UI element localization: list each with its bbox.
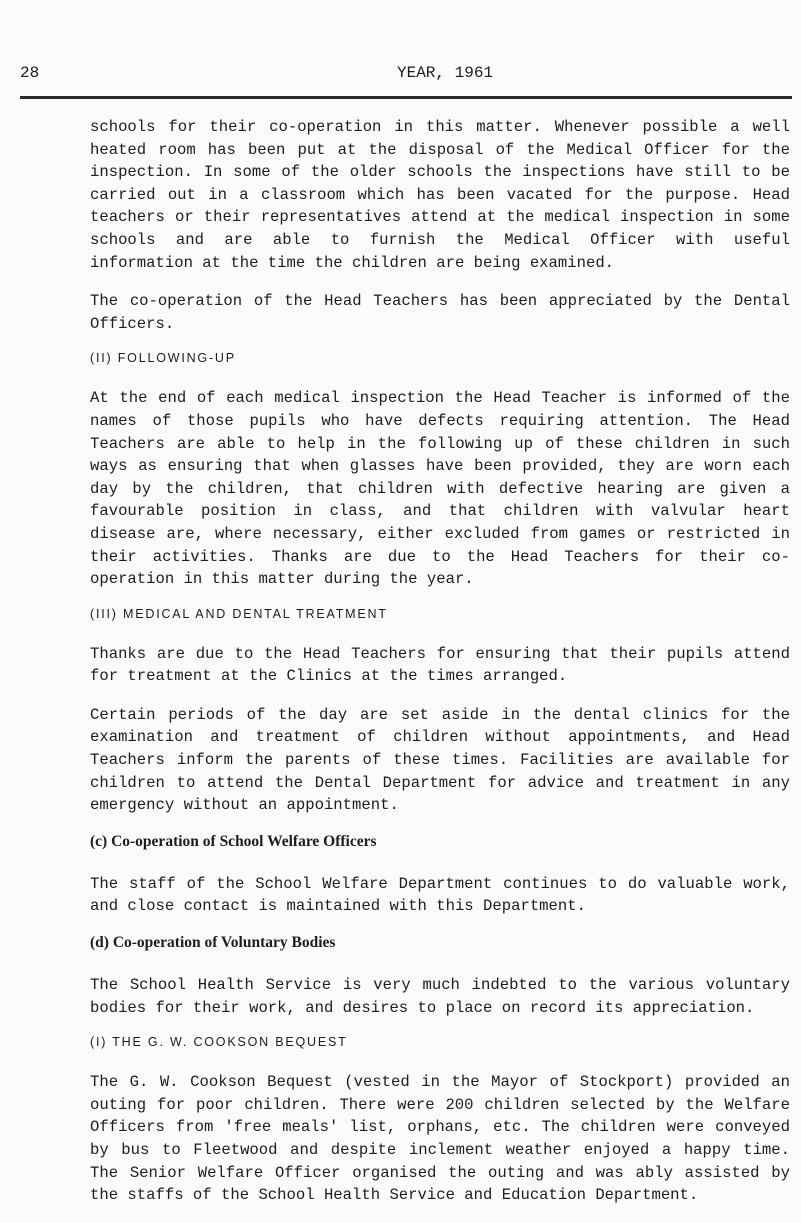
subheading-following-up: (II) FOLLOWING-UP (90, 351, 236, 366)
paragraph-school-welfare: The staff of the School Welfare Department continues to do valuable work, and close contact is maintained with this Department. (90, 874, 790, 916)
subheading-medical-dental-treatment: (III) MEDICAL AND DENTAL TREATMENT (90, 606, 388, 621)
running-title: YEAR, 1961 (397, 64, 494, 82)
paragraph-cookson-bequest: The G. W. Cookson Bequest (vested in the Mayor of Stockport) provided an outing for poor children. There were 200 children selected by the Welfare Officers from 'free meals' list, orphans, etc. The children were conveyed by bus to Fleetwood and despite inclement weather enjoyed a happy time. The Senior Welfare Officer organised the outing and was ably assisted by the staffs of the School Health Service and Education Department. (90, 1073, 790, 1205)
paragraph-voluntary-bodies: The School Health Service is very much indebted to the various voluntary bodies for their work, and desires to place on record its appreciation. (90, 976, 790, 1017)
header-rule (20, 96, 792, 99)
paragraph-following-up: At the end of each medical inspection the Head Teacher is informed of the names of those pupils who have defects requiring attention. The Head Teachers are able to help in the following up of these children in such ways as ensuring that when glasses have been provided, they are worn each day by the children, that children with defective hearing are given a favourable position in class, and that children with valvular heart disease are, where necessary, either excluded from games or restricted in their activities. Thanks are due to the Head Teachers for their co-operation in this matter during the year. (90, 389, 790, 589)
heading-school-welfare-officers: (c) Co-operation of School Welfare Officers (90, 832, 377, 850)
document-body (90, 116, 790, 1223)
page-number: 28 (20, 64, 40, 82)
heading-voluntary-bodies: (d) Co-operation of Voluntary Bodies (90, 934, 336, 952)
paragraph-dental-officers: The co-operation of the Head Teachers has been appreciated by the Dental Officers. (90, 292, 790, 333)
paragraph-treatment-thanks: Thanks are due to the Head Teachers for ensuring that their pupils attend for treatment at the Clinics at the times arranged. (90, 644, 790, 686)
subheading-cookson-bequest: (I) THE G. W. COOKSON BEQUEST (90, 1035, 348, 1050)
page-header (20, 64, 780, 88)
paragraph-schools-cooperation: schools for their co-operation in this matter. Whenever possible a well heated room has been put at the disposal of the Medical Officer for the inspection. In some of the older schools the inspections have still to be carried out in a classroom which has been vacated for the purpose. Head teachers or their representatives attend at the medical inspection in some schools and are able to furnish the Medical Officer with useful information at the time the children are being examined. (90, 118, 790, 272)
paragraph-dental-clinics: Certain periods of the day are set aside in the dental clinics for the examination and treatment of children without appointments, and Head Teachers inform the parents of these times. Facilities are available for children to attend the Dental Department for advice and treatment in any emergency without an appointment. (90, 705, 790, 815)
